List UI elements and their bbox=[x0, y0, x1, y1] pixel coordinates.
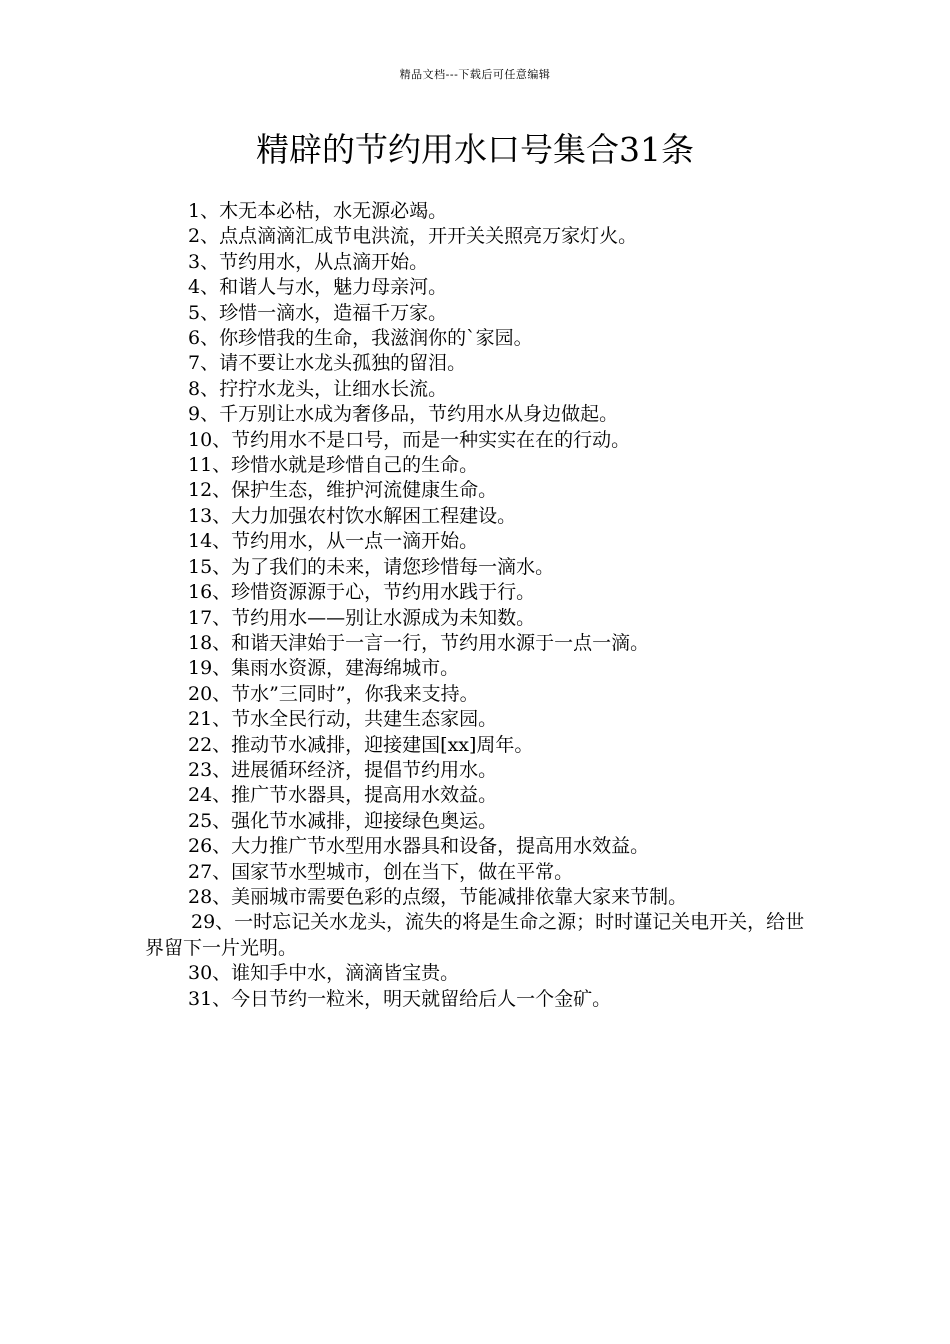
slogan-item: 31、今日节约一粒米，明天就留给后人一个金矿。 bbox=[188, 987, 612, 1010]
slogan-item: 18、和谐天津始于一言一行，节约用水源于一点一滴。 bbox=[188, 631, 650, 654]
slogan-item: 7、请不要让水龙头孤独的留泪。 bbox=[188, 352, 467, 375]
slogan-item: 23、进展循环经济，提倡节约用水。 bbox=[188, 758, 498, 781]
slogan-item: 29、一时忘记关水龙头，流失的将是生命之源；时时谨记关电开关，给世界留下一片光明。 bbox=[145, 911, 805, 959]
slogan-item: 2、点点滴滴汇成节电洪流，开开关关照亮万家灯火。 bbox=[188, 225, 638, 248]
slogan-item: 27、国家节水型城市，创在当下，做在平常。 bbox=[188, 860, 574, 883]
slogan-item: 1、木无本必枯，水无源必竭。 bbox=[188, 200, 448, 222]
slogan-item: 28、美丽城市需要色彩的点缀，节能减排依靠大家来节制。 bbox=[188, 885, 688, 908]
slogan-item: 11、珍惜水就是珍惜自己的生命。 bbox=[188, 454, 479, 477]
slogan-item: 6、你珍惜我的生命，我滋润你的`家园。 bbox=[188, 327, 533, 350]
slogan-item: 10、节约用水不是口号，而是一种实实在在的行动。 bbox=[188, 428, 631, 451]
page-title: 精辟的节约用水口号集合31条 bbox=[256, 130, 694, 169]
slogan-item: 16、珍惜资源源于心，节约用水践于行。 bbox=[188, 581, 536, 604]
slogan-item: 21、节水全民行动，共建生态家园。 bbox=[188, 708, 498, 731]
slogan-item: 19、集雨水资源，建海绵城市。 bbox=[188, 657, 460, 680]
slogan-item: 20、节水”三同时”，你我来支持。 bbox=[188, 682, 479, 705]
slogan-item: 9、千万别让水成为奢侈品，节约用水从身边做起。 bbox=[188, 403, 619, 426]
slogan-item: 22、推动节水减排，迎接建国[xx]周年。 bbox=[188, 733, 534, 756]
slogan-item: 26、大力推广节水型用水器具和设备，提高用水效益。 bbox=[188, 835, 650, 858]
slogan-item: 3、节约用水，从点滴开始。 bbox=[188, 250, 429, 273]
slogan-item: 25、强化节水减排，迎接绿色奥运。 bbox=[188, 809, 498, 832]
slogan-item: 14、节约用水，从一点一滴开始。 bbox=[188, 530, 479, 553]
slogan-item: 13、大力加强农村饮水解困工程建设。 bbox=[188, 504, 517, 527]
slogan-item: 30、谁知手中水，滴滴皆宝贵。 bbox=[188, 962, 460, 985]
slogan-item: 24、推广节水器具，提高用水效益。 bbox=[188, 784, 498, 807]
slogan-item: 4、和谐人与水，魅力母亲河。 bbox=[188, 276, 448, 299]
slogan-item: 17、节约用水——别让水源成为未知数。 bbox=[188, 606, 536, 629]
slogan-item: 12、保护生态，维护河流健康生命。 bbox=[188, 479, 498, 502]
slogan-item: 15、为了我们的未来，请您珍惜每一滴水。 bbox=[188, 555, 555, 578]
header-note: 精品文档---下载后可任意编辑 bbox=[399, 68, 551, 81]
slogan-list bbox=[145, 199, 815, 1012]
slogan-item: 8、拧拧水龙头，让细水长流。 bbox=[188, 377, 448, 400]
slogan-item: 5、珍惜一滴水，造福千万家。 bbox=[188, 301, 448, 324]
